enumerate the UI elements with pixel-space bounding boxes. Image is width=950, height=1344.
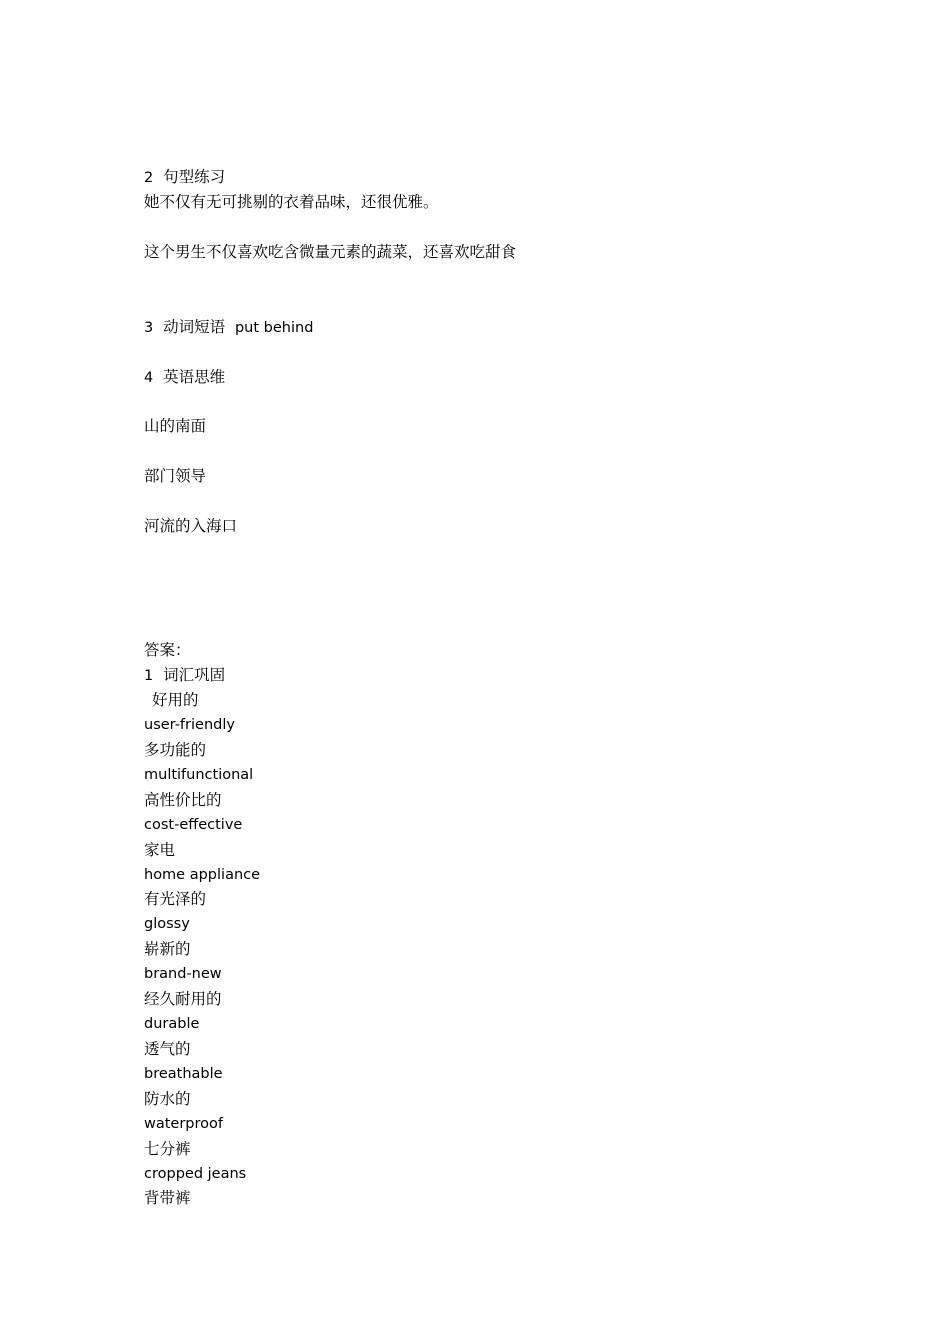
section-4-heading [144, 367, 225, 388]
vocab-zh: 透气的 [144, 1040, 191, 1058]
vocab-en: glossy [144, 916, 190, 932]
vocab-en: cost-effective [144, 817, 243, 833]
section-2-heading [144, 167, 225, 188]
section-number: 3 [144, 320, 154, 336]
vocab-en: cropped jeans [144, 1166, 247, 1182]
practice-sentence: 她不仅有无可挑剔的衣着品味，还很优雅。 [144, 193, 439, 211]
section-number: 1 [144, 668, 154, 684]
vocab-en: breathable [144, 1066, 223, 1082]
thinking-item: 山的南面 [144, 417, 207, 435]
vocab-zh: 有光泽的 [144, 890, 207, 908]
vocab-zh: 多功能的 [144, 741, 207, 759]
section-title: 句型练习 [163, 168, 226, 186]
vocab-en: user-friendly [144, 717, 235, 733]
verb-phrase: put behind [234, 320, 314, 336]
vocab-zh: 防水的 [144, 1090, 191, 1108]
answers-section-1-heading [144, 665, 225, 686]
vocab-zh: 好用的 [152, 691, 199, 709]
practice-sentence: 这个男生不仅喜欢吃含微量元素的蔬菜，还喜欢吃甜食 [144, 243, 517, 261]
thinking-item: 部门领导 [144, 467, 207, 485]
vocab-zh: 背带裤 [144, 1189, 191, 1207]
answers-label: 答案： [144, 641, 191, 659]
section-number: 2 [144, 170, 154, 186]
vocab-en: waterproof [144, 1116, 224, 1132]
vocab-zh: 崭新的 [144, 940, 191, 958]
vocab-en: home appliance [144, 867, 261, 883]
section-3-heading [144, 317, 313, 338]
section-title: 动词短语 [163, 318, 226, 336]
vocab-en: multifunctional [144, 767, 254, 783]
section-number: 4 [144, 370, 154, 386]
vocab-zh: 高性价比的 [144, 791, 222, 809]
vocab-zh: 经久耐用的 [144, 990, 222, 1008]
thinking-item: 河流的入海口 [144, 517, 238, 535]
vocab-en: durable [144, 1016, 200, 1032]
vocab-en: brand-new [144, 966, 222, 982]
section-title: 词汇巩固 [163, 666, 226, 684]
vocab-zh: 七分裤 [144, 1140, 191, 1158]
vocab-zh: 家电 [144, 841, 176, 859]
section-title: 英语思维 [163, 368, 226, 386]
